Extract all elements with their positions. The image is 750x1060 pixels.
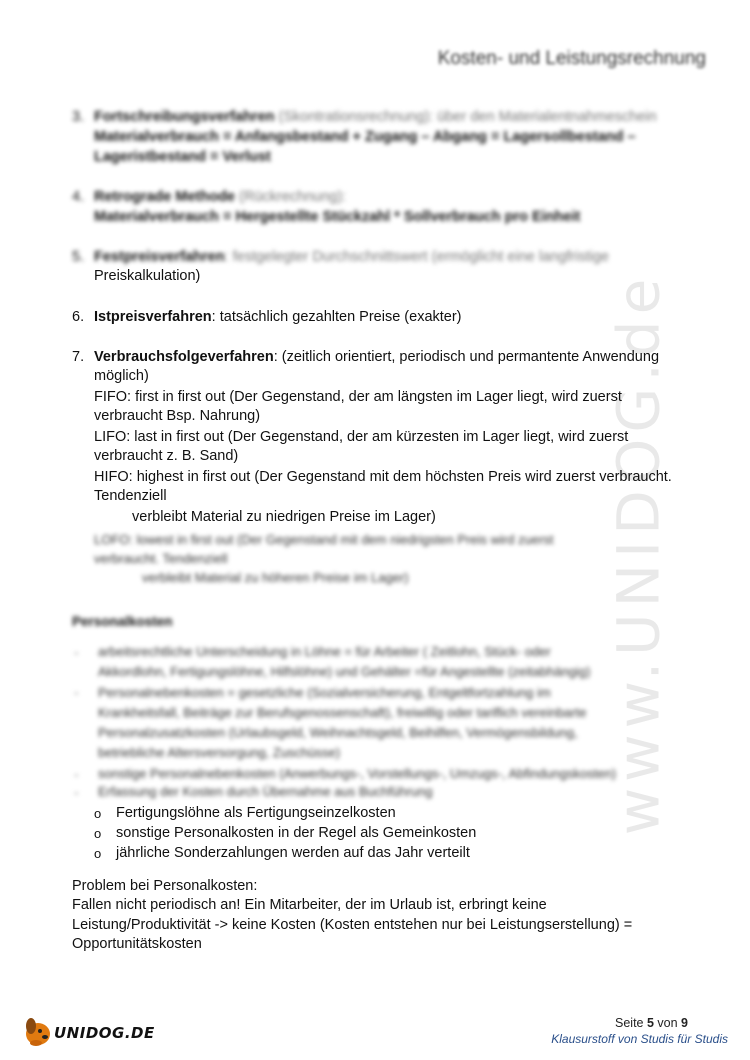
page-number: Seite 5 von 9 bbox=[615, 1016, 688, 1030]
dash-bullet-icon: - bbox=[74, 684, 79, 700]
item-7-blurred-line: verbraucht. Tendenziell bbox=[94, 551, 228, 566]
personal-bullet-line: Akkordlohn, Fertigungslöhne, Hilfslöhne) und Gehälter =für Angestellte (zeitabhängig) bbox=[98, 664, 591, 679]
item-4-term: Retrograde Methode bbox=[94, 189, 235, 205]
item-4-text: (Rückrechnung): bbox=[235, 189, 347, 205]
item-6-number: 6. bbox=[72, 309, 85, 325]
item-7-text: : (zeitlich orientiert, periodisch und permantente Anwendung bbox=[273, 349, 660, 365]
problem-line: Opportunitätskosten bbox=[72, 936, 202, 952]
item-3-formula-1: Materialverbrauch = Anfangsbestand + Zugang – Abgang = Lagersollbestand – bbox=[94, 129, 636, 145]
item-5-number: 5. bbox=[72, 249, 85, 265]
item-3-number: 3. bbox=[72, 109, 85, 125]
item-6-text: : tatsächlich gezahlten Preise (exakter) bbox=[211, 309, 462, 325]
item-7-line: LIFO: last in first out (Der Gegenstand, der am kürzesten im Lager liegt, wird zuerst bbox=[94, 429, 629, 445]
personal-bullet-line: betriebliche Altersversorgung, Zuschüsse) bbox=[98, 745, 341, 760]
dash-bullet-icon: - bbox=[74, 784, 79, 800]
item-3-formula-2: Lageristbestand = Verlust bbox=[94, 149, 271, 165]
item-7 bbox=[94, 348, 659, 367]
item-7-line: verbleibt Material zu niedrigen Preise im Lager) bbox=[132, 509, 436, 525]
item-7-line: möglich) bbox=[94, 368, 149, 384]
item-7-blurred-line: verbleibt Material zu höheren Preise im Lager) bbox=[142, 570, 409, 585]
item-7-line: HIFO: highest in first out (Der Gegenstand mit dem höchsten Preis wird zuerst verbraucht. bbox=[94, 469, 672, 485]
item-5-line-2: Preiskalkulation) bbox=[94, 268, 201, 284]
personal-heading: Personalkosten bbox=[72, 614, 173, 629]
header-title: Kosten- und Leistungsrechnung bbox=[437, 48, 706, 69]
circle-bullet-icon: o bbox=[94, 826, 102, 841]
item-7-line: verbraucht z. B. Sand) bbox=[94, 448, 239, 464]
dash-bullet-icon: - bbox=[74, 644, 79, 660]
item-5-term: Festpreisverfahren bbox=[94, 249, 225, 265]
problem-heading: Problem bei Personalkosten: bbox=[72, 878, 258, 894]
item-7-blurred-line: LOFO: lowest in first out (Der Gegenstand mit dem niedrigsten Preis wird zuerst bbox=[94, 532, 554, 547]
item-7-number: 7. bbox=[72, 349, 85, 365]
personal-bullet-line: Personalzusatzkosten (Urlaubsgeld, Weihnachtsgeld, Beihilfen, Vermögensbildung, bbox=[98, 725, 578, 740]
personal-bullet-line: sonstige Personalnebenkosten (Anwerbungs-, Vorstellungs-, Umzugs-, Abfindungskosten) bbox=[98, 766, 617, 781]
circle-bullet-icon: o bbox=[94, 806, 102, 821]
dash-bullet-icon: - bbox=[74, 766, 79, 782]
item-4-formula-1: Materialverbrauch = Hergestellte Stückzahl * Sollverbrauch pro Einheit bbox=[94, 209, 581, 225]
personal-bullet-line: Personalnebenkosten = gesetzliche (Sozialversicherung, Entgeltfortzahlung im bbox=[98, 685, 551, 700]
item-7-line: verbraucht Bsp. Nahrung) bbox=[94, 408, 261, 424]
item-7-line: FIFO: first in first out (Der Gegenstand, der am längsten im Lager liegt, wird zuerst bbox=[94, 389, 622, 405]
item-3-text: (Skontrationsrechnung): über den Materialentnahmeschein bbox=[274, 109, 657, 125]
logo-text: UNIDOG.DE bbox=[54, 1024, 155, 1042]
item-4-number: 4. bbox=[72, 189, 85, 205]
item-3-term: Fortschreibungsverfahren bbox=[94, 109, 275, 125]
problem-line: Fallen nicht periodisch an! Ein Mitarbeiter, der im Urlaub ist, erbringt keine bbox=[72, 897, 547, 913]
personal-bullet-line: Krankheitsfall, Beiträge zur Berufsgenossenschaft), freiwillig oder tariflich vereinbarte bbox=[98, 705, 587, 720]
personal-bullet-line: arbeitsrechtliche Unterscheidung in Löhne = für Arbeiter ( Zeitlohn, Stück- oder bbox=[98, 644, 551, 659]
watermark-text: www.UNIDOG.de bbox=[604, 272, 673, 836]
sub-bullet: jährliche Sonderzahlungen werden auf das Jahr verteilt bbox=[116, 845, 470, 861]
circle-bullet-icon: o bbox=[94, 846, 102, 861]
sub-bullet: sonstige Personalkosten in der Regel als Gemeinkosten bbox=[116, 825, 477, 841]
personal-bullet-line: Erfassung der Kosten durch Übernahme aus Buchführung bbox=[98, 784, 433, 799]
item-5-text: : festgelegter Durchschnittswert (ermöglicht eine langfristige bbox=[224, 249, 609, 265]
sub-bullet: Fertigungslöhne als Fertigungseinzelkosten bbox=[116, 805, 396, 821]
item-7-term: Verbrauchsfolgeverfahren bbox=[94, 349, 274, 365]
item-7-line: Tendenziell bbox=[94, 488, 167, 504]
footer-tagline: Klausurstoff von Studis für Studis bbox=[551, 1032, 728, 1046]
item-6-term: Istpreisverfahren bbox=[94, 309, 212, 325]
problem-line: Leistung/Produktivität -> keine Kosten (Kosten entstehen nur bei Leistungserstellung) = bbox=[72, 917, 633, 933]
item-6 bbox=[94, 308, 462, 327]
